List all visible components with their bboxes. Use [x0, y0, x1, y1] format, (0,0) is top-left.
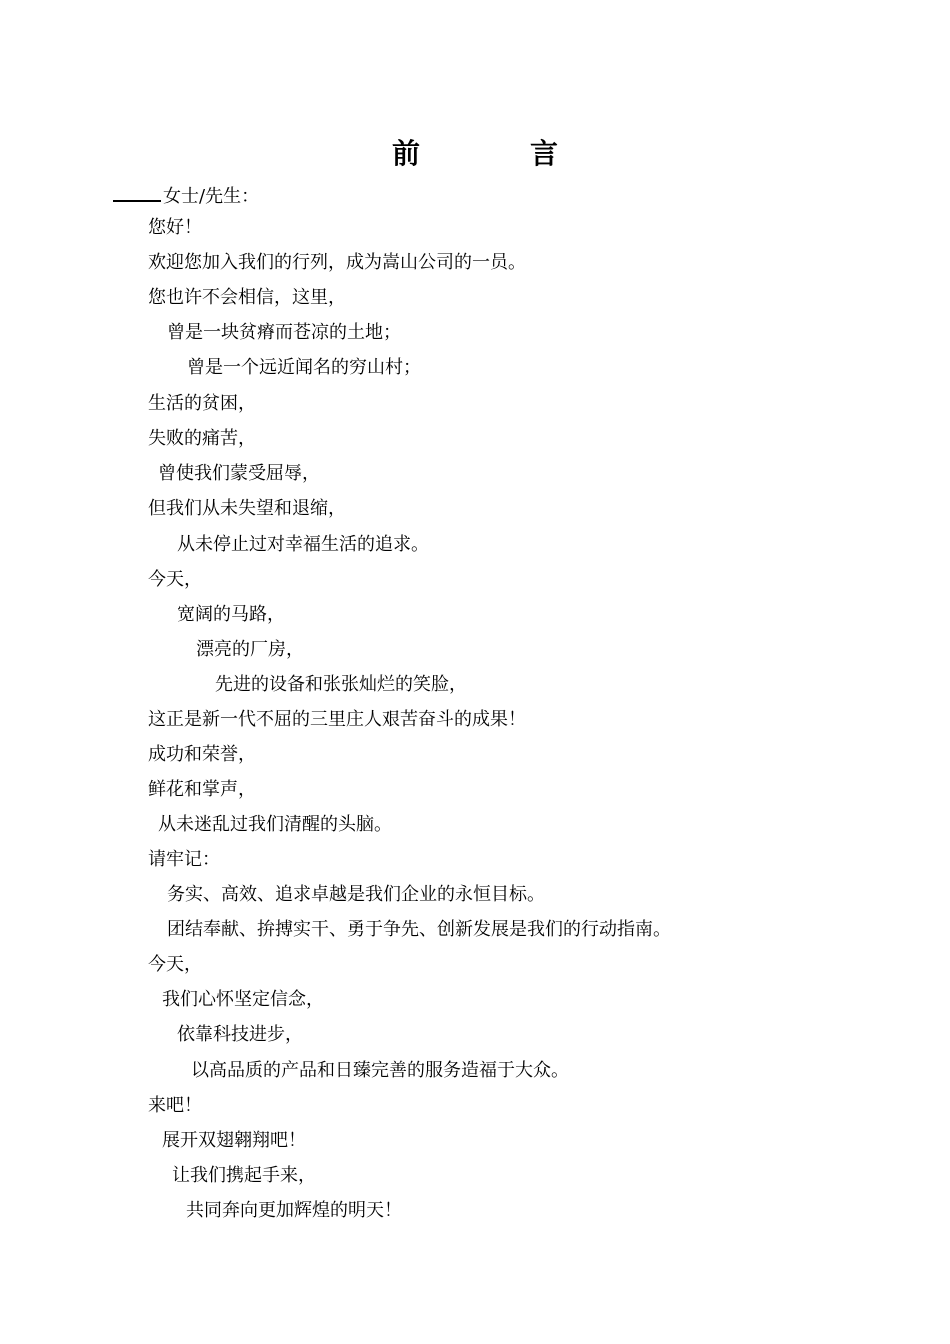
text-line: 从未停止过对幸福生活的追求。: [177, 534, 429, 555]
text-line: 欢迎您加入我们的行列，成为嵩山公司的一员。: [148, 252, 526, 273]
text-line: 曾是一个远近闻名的穷山村；: [187, 357, 421, 378]
text-line: 我们心怀坚定信念，: [162, 989, 324, 1010]
title-char-left: 前: [391, 137, 420, 170]
salutation: [113, 180, 259, 211]
text-line: 团结奉献、拚搏实干、勇于争先、创新发展是我们的行动指南。: [167, 919, 671, 940]
text-line: 共同奔向更加辉煌的明天！: [186, 1200, 402, 1221]
text-line: 鲜花和掌声，: [148, 779, 256, 800]
text-line: 宽阔的马路，: [177, 604, 285, 625]
text-line: 展开双翅翱翔吧！: [162, 1130, 306, 1151]
text-line: 请牢记：: [148, 849, 220, 870]
text-line: 生活的贫困，: [148, 393, 256, 414]
text-line: 但我们从未失望和退缩，: [148, 498, 346, 519]
text-line: 成功和荣誉，: [148, 744, 256, 765]
page-title: [0, 136, 950, 172]
text-line: 务实、高效、追求卓越是我们企业的永恒目标。: [167, 884, 545, 905]
salutation-text: 女士/先生：: [163, 186, 260, 207]
text-line: 以高品质的产品和日臻完善的服务造福于大众。: [191, 1060, 569, 1081]
text-line: 今天，: [148, 954, 202, 975]
text-line: 来吧！: [148, 1095, 202, 1116]
text-line: 曾使我们蒙受屈辱，: [158, 463, 320, 484]
text-line: 让我们携起手来，: [172, 1165, 316, 1186]
text-line: 这正是新一代不屈的三里庄人艰苦奋斗的成果！: [148, 709, 526, 730]
title-char-right: 言: [530, 137, 559, 170]
text-line: 依靠科技进步，: [177, 1024, 303, 1045]
text-line: 失败的痛苦，: [148, 428, 256, 449]
text-line: 您也许不会相信，这里，: [148, 287, 346, 308]
name-blank: [113, 180, 161, 202]
text-line: 曾是一块贫瘠而苍凉的土地；: [167, 322, 401, 343]
text-line: 从未迷乱过我们清醒的头脑。: [158, 814, 392, 835]
text-line: 先进的设备和张张灿烂的笑脸，: [215, 674, 467, 695]
text-line: 今天，: [148, 569, 202, 590]
text-line: 您好！: [148, 217, 202, 238]
text-line: 漂亮的厂房，: [196, 639, 304, 660]
